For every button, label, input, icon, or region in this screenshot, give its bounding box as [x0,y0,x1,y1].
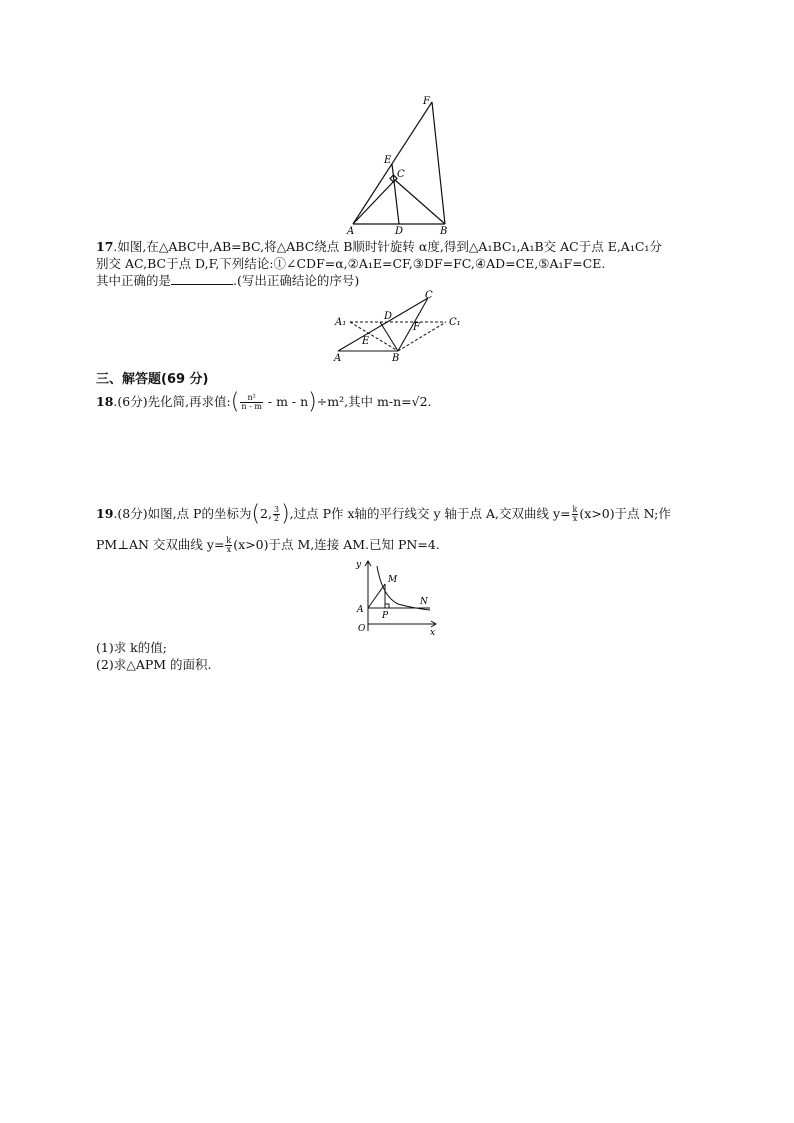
label-F: F [413,322,420,333]
label-A: A [347,226,355,234]
q17-line3 [96,273,359,289]
label-F: F [423,96,430,107]
label-E: E [362,336,370,347]
q19-k-2: k [226,536,232,545]
label-D: D [384,311,393,322]
q19-k-1: k [572,505,578,514]
label-E: E [384,155,392,166]
q17-answer-blank[interactable] [171,273,233,285]
q19-line2-suffix: (x>0)于点 M,连接 AM.已知 PN=4. [233,537,440,552]
q18-right-paren: ) [308,389,317,415]
label-B: B [392,353,400,364]
section-heading: 三、解答题(69 分) [96,372,209,387]
label-O: O [358,624,366,634]
label-y: y [356,560,362,570]
label-M: M [388,575,398,585]
q18-left-paren: ( [230,389,240,415]
q19-line2 [96,534,440,556]
q19-coord-numerator: 3 [273,505,280,514]
q19-right-paren: ) [281,501,290,527]
q19-line1 [96,503,671,526]
q19-x-2: x [226,545,232,554]
q18-prefix: .(6分)先化简,再求值: [113,394,231,409]
q18-fraction-numerator: n² [240,394,263,403]
q19-coord-denominator: 2 [273,514,280,523]
label-C1: C₁ [449,317,461,328]
q18-suffix: ÷m²,其中 m-n=√2. [316,394,432,409]
q18-number: 18 [96,394,114,409]
q19-number: 19 [96,506,114,521]
q17-answer-prompt: 其中正确的是 [96,273,172,288]
q19-middle: ,过点 P作 x轴的平行线交 y 轴于点 A,交双曲线 y= [289,506,571,521]
q19-left-paren: ( [251,501,261,527]
q19-hyperbola-fraction-1 [572,506,579,523]
label-C: C [397,169,405,180]
label-P: P [382,611,389,621]
label-A: A [357,605,364,615]
q17-number: 17 [96,239,114,254]
label-D: D [395,226,404,234]
q18-fraction-denominator: n - m [241,402,262,411]
q19-line2-prefix: PM⊥AN 交双曲线 y= [96,537,225,552]
q19-sub2: (2)求△APM 的面积. [96,657,212,672]
q17-line1 [96,239,662,255]
label-A1: A₁ [335,317,347,328]
figure-17-parallelogram [328,288,468,364]
q18-line [96,389,432,415]
label-B: B [440,226,448,234]
q19-x-1: x [572,514,578,523]
q19-suffix: (x>0)于点 N;作 [579,506,671,521]
q19-prefix: .(8分)如图,点 P的坐标为 [113,506,252,521]
q18-middle: - m - n [263,394,309,409]
q17-line2: 别交 AC,BC于点 D,F,下列结论:①∠CDF=α,②A₁E=CF,③DF=FC,④AD=CE,⑤A₁F=CE. [96,256,606,271]
q19-coord-fraction [273,506,280,523]
q17-text-line1: .如图,在△ABC中,AB=BC,将△ABC绕点 B顺时针旋转 α度,得到△A₁BC₁,A₁B交 AC于点 E,A₁C₁分 [113,239,662,254]
q17-answer-note: .(写出正确结论的序号) [233,273,360,288]
q18-fraction [240,394,263,411]
figure-17-triangle-rotation [340,92,460,234]
q19-coord-x: 2, [260,506,272,521]
figure-19-hyperbola [350,558,442,636]
q19-sub1: (1)求 k的值; [96,640,167,655]
label-x: x [430,628,436,636]
label-C: C [425,290,433,301]
label-A: A [334,353,342,364]
label-N: N [420,597,428,607]
q19-hyperbola-fraction-2 [225,537,232,554]
